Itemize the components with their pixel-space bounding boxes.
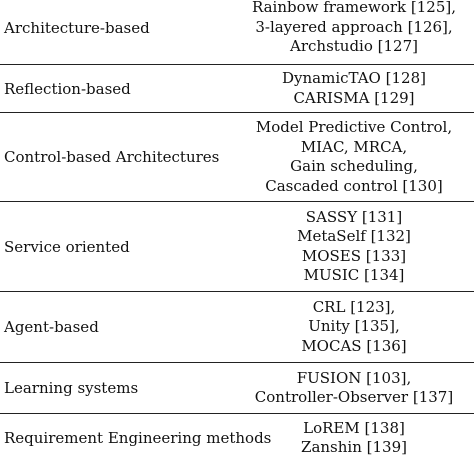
example-item: FUSION [103], [296, 368, 412, 387]
example-item: Controller-Observer [137] [254, 388, 454, 406]
table-row [0, 414, 474, 462]
example-list [234, 202, 474, 291]
category-label: Agent-based [4, 318, 99, 336]
example-list [234, 292, 474, 362]
example-item: Zanshin [139] [301, 438, 407, 456]
category-label: Learning systems [4, 379, 139, 397]
table-row [0, 113, 474, 202]
example-list [234, 363, 474, 413]
table-row [0, 363, 474, 414]
category-label: Reflection-based [4, 79, 131, 98]
example-item: MetaSelf [132] [297, 227, 411, 245]
example-list [234, 0, 474, 64]
example-item: 3-layered approach [126], [255, 17, 453, 36]
example-item: Archstudio [127] [290, 37, 418, 56]
example-item: SASSY [131] [305, 207, 403, 226]
table-row [0, 202, 474, 292]
example-list [234, 65, 474, 112]
example-item: DynamicTAO [128] [282, 69, 426, 87]
example-item: Rainbow framework [125], [251, 0, 457, 17]
example-item: MOCAS [136] [301, 336, 407, 355]
category-label: Architecture-based [4, 18, 150, 37]
example-item: MUSIC [134] [303, 266, 405, 284]
category-label: Control-based Architectures [4, 148, 220, 166]
example-item: CRL [123], [312, 297, 396, 316]
category-label: Service oriented [4, 237, 130, 256]
example-item: Gain scheduling, [290, 157, 418, 175]
example-item: MOSES [133] [301, 246, 407, 265]
example-list [234, 414, 474, 462]
table-row [0, 292, 474, 363]
example-item: Cascaded control [130] [265, 176, 443, 195]
example-item: CARISMA [129] [293, 88, 415, 107]
example-item: Model Predictive Control, [255, 118, 453, 136]
table-row [0, 65, 474, 113]
example-item: MIAC, MRCA, [300, 137, 408, 156]
example-list [234, 113, 474, 201]
category-label: Requirement Engineering methods [4, 429, 272, 447]
example-item: Unity [135], [308, 317, 400, 336]
example-item: LoREM [138] [303, 418, 405, 437]
table-row [0, 0, 474, 65]
